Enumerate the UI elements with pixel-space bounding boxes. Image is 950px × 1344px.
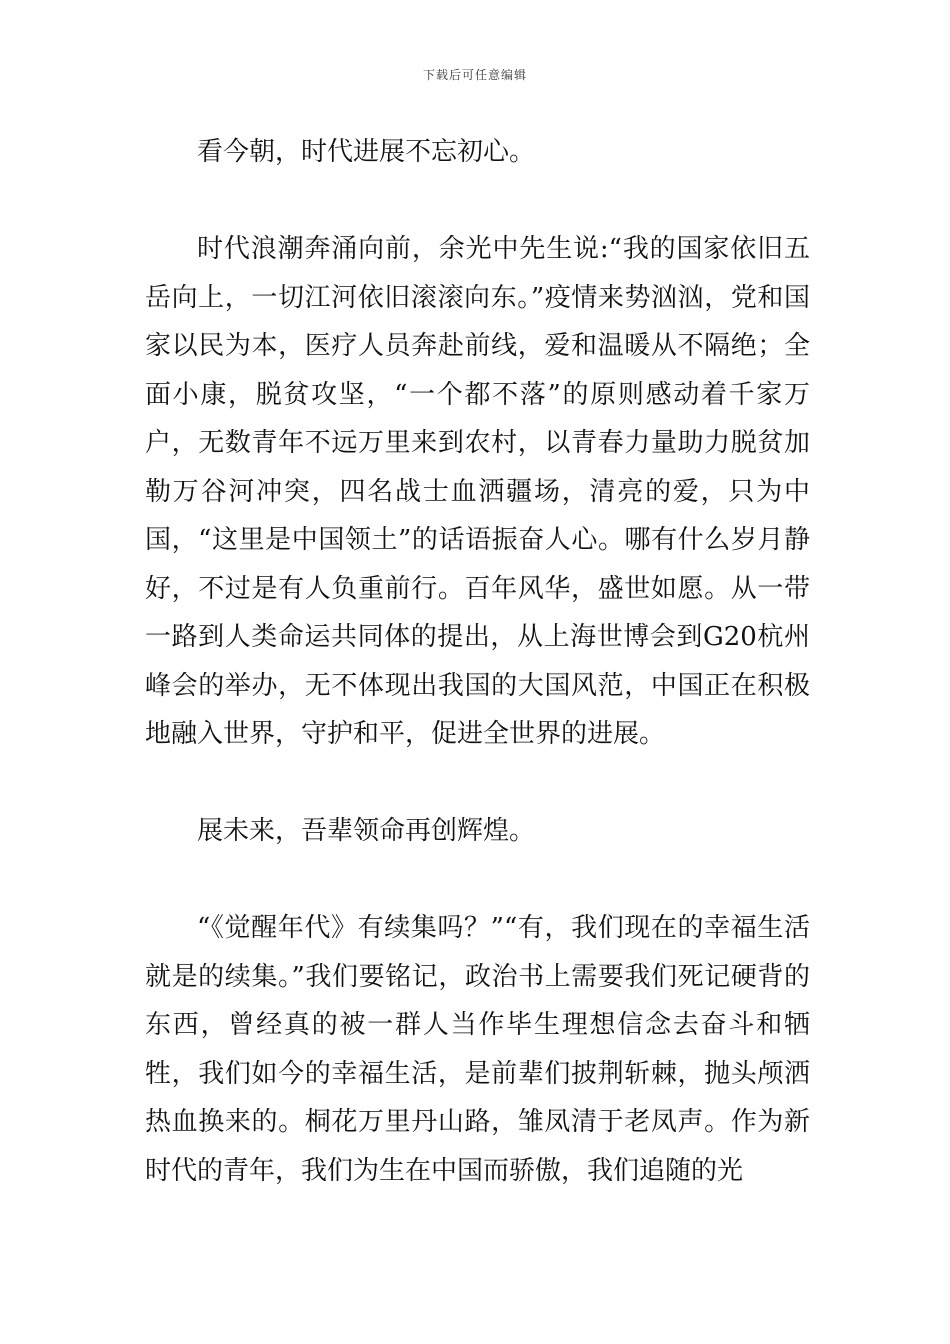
paragraph-1: 看今朝，时代进展不忘初心。: [197, 137, 536, 167]
paragraph-3: 展未来，吾辈领命再创辉煌。: [197, 816, 536, 846]
paragraph-2: 时代浪潮奔涌向前，余光中先生说:“我的国家依旧五岳向上，一切江河依旧滚滚向东。”疫情来势汹汹，党和国家以民为本，医疗人员奔赴前线，爱和温暖从不隔绝；全面小康，脱贫攻坚，“一个都不落”的原则感动着千家万户，无数青年不远万里来到农村，以青春力量助力脱贫加勒万谷河冲突，四名战士血洒疆场，清亮的爱，只为中国，“这里是中国领土”的话语振奋人心。哪有什么岁月静好，不过是有人负重前行。百年风华，盛世如愿。从一带一路到人类命运共同体的提出，从上海世博会到G20杭州峰会的举办，无不体现出我国的大国风范，中国正在积极地融入世界，守护和平，促进全世界的进展。: [145, 234, 810, 749]
document-body: [145, 128, 810, 1195]
header-note: 下载后可任意编辑: [422, 68, 527, 82]
paragraph-4: “《觉醒年代》有续集吗？”“有，我们现在的幸福生活就是的续集。”我们要铭记，政治书上需要我们死记硬背的东西，曾经真的被一群人当作毕生理想信念去奋斗和牺牲，我们如今的幸福生活，是前辈们披荆斩棘，抛头颅洒热血换来的。桐花万里丹山路，雏凤清于老凤声。作为新时代的青年，我们为生在中国而骄傲，我们追随的光: [145, 913, 810, 1186]
